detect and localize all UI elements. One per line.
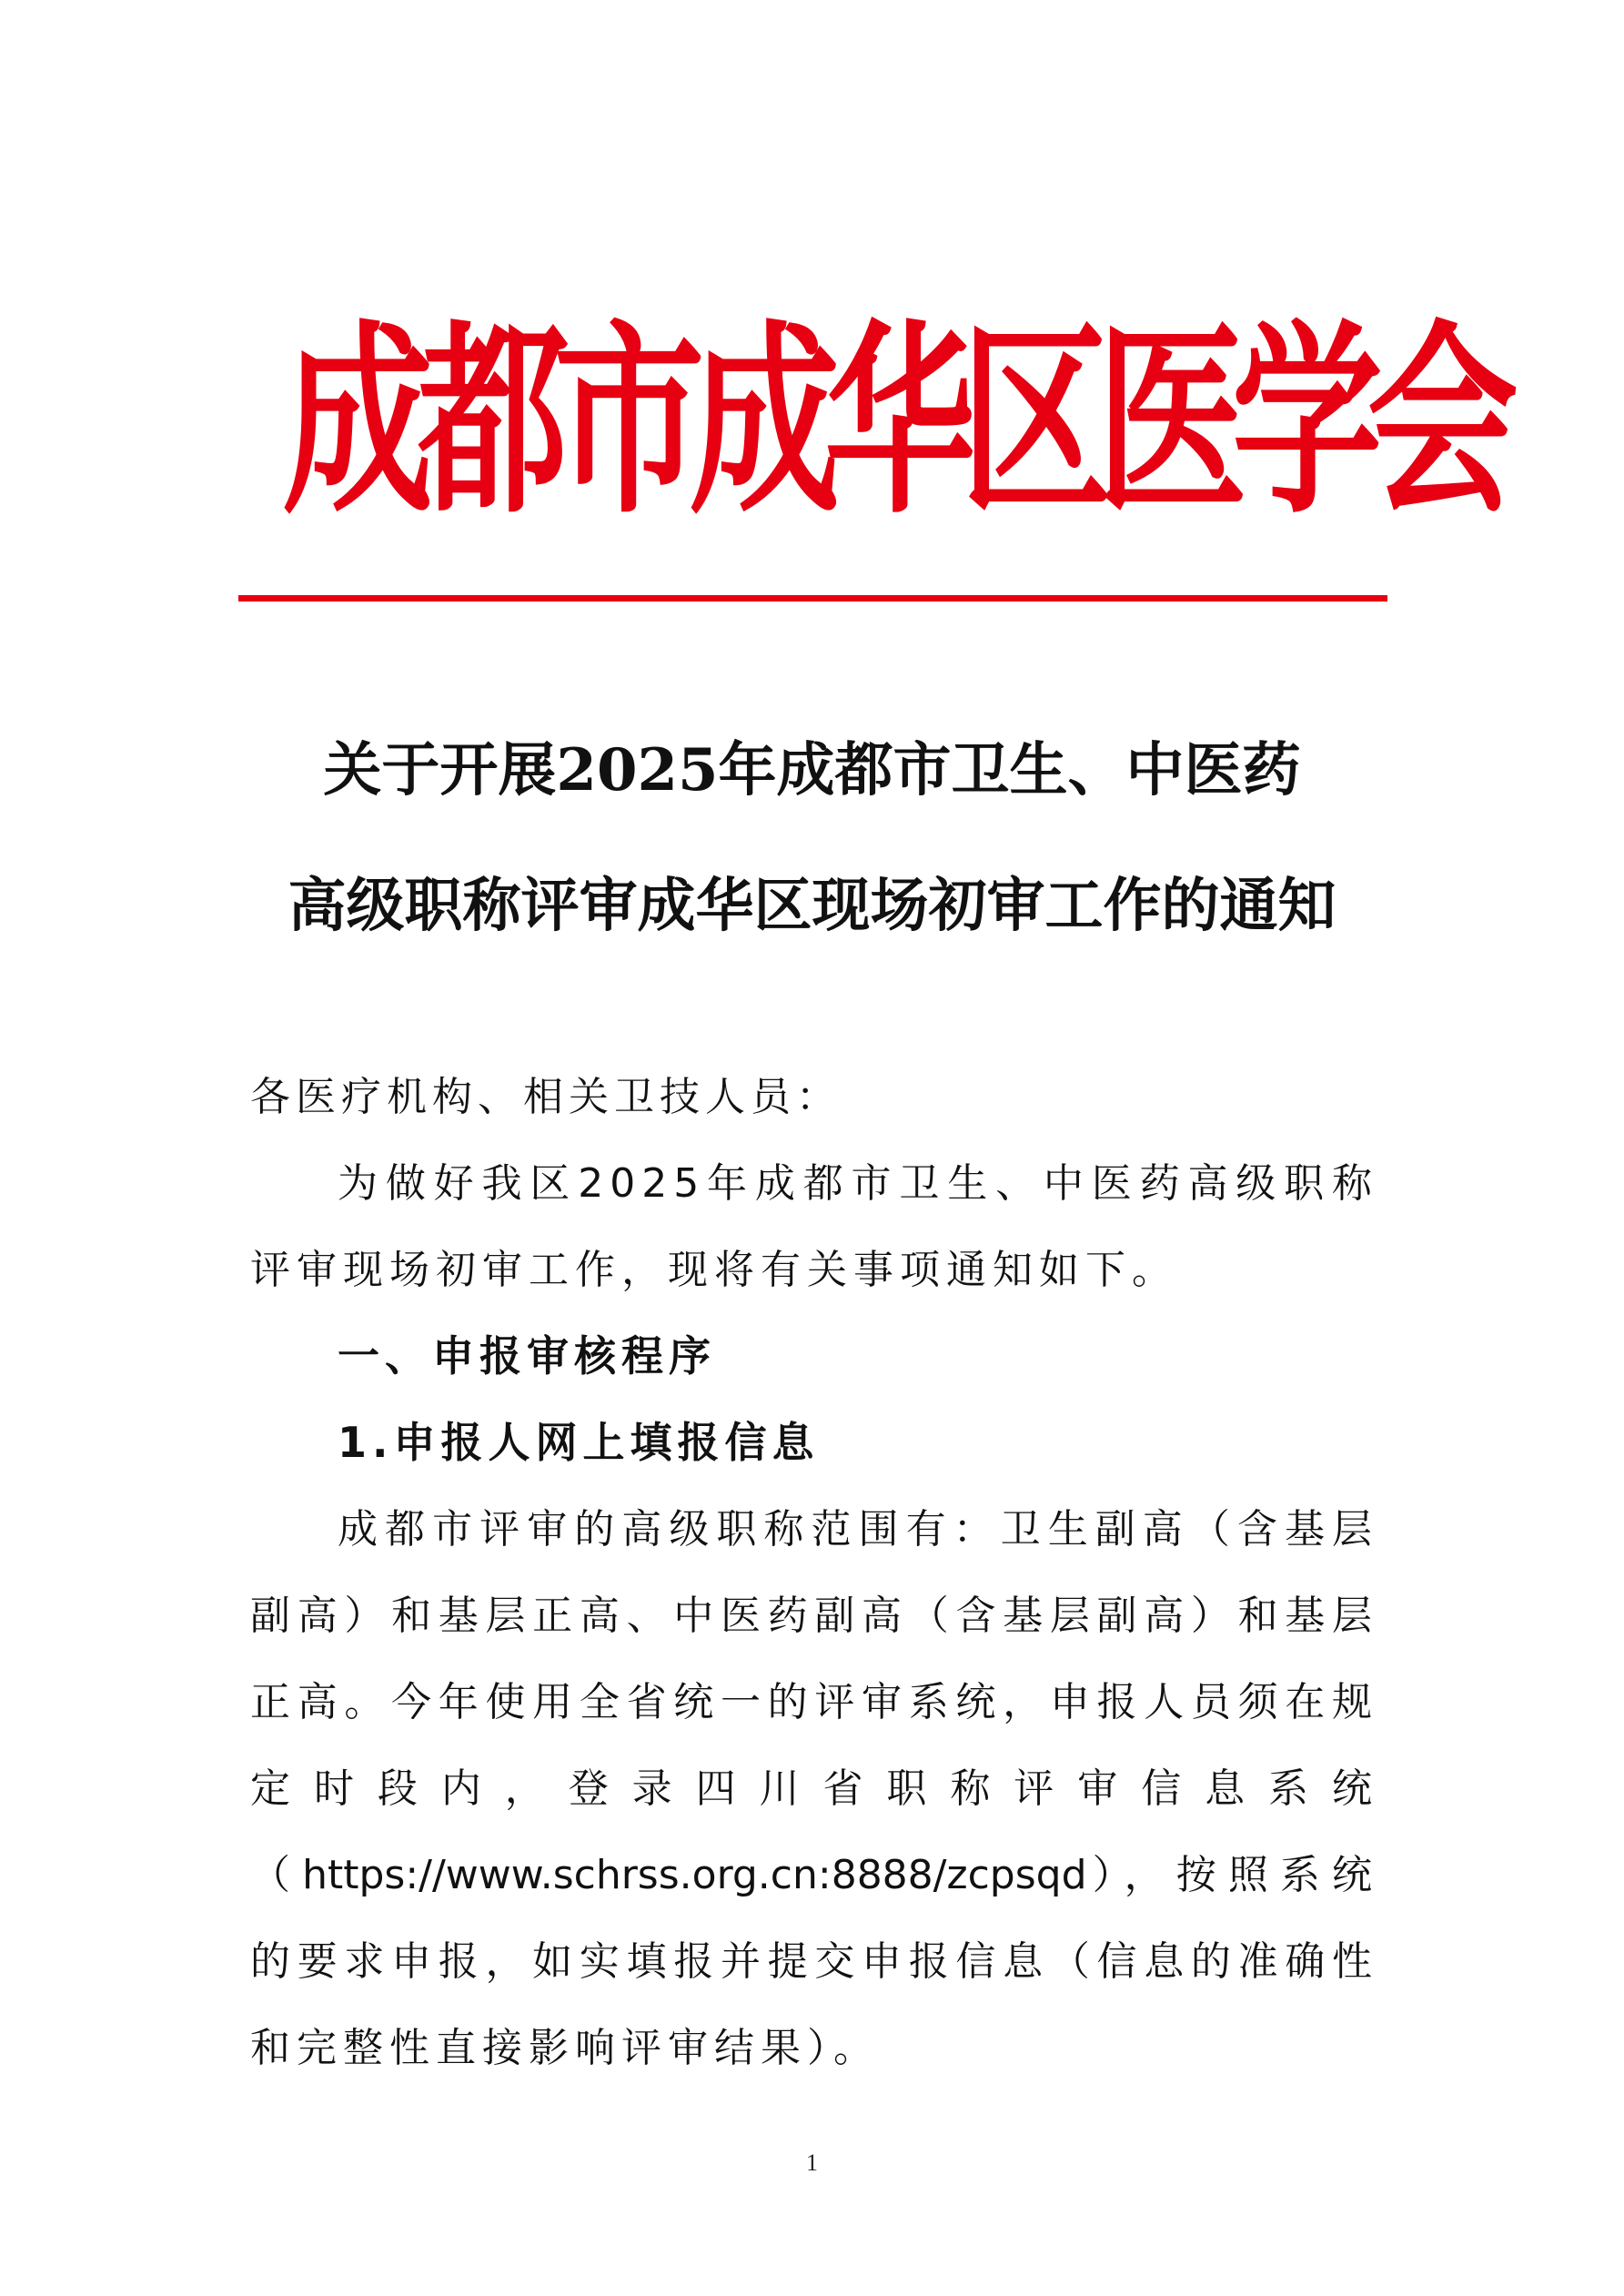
scope-paragraph-text-2: ），按照系统的要求申报，如实填报并提交申报信息（信息的准确性和完整性直接影响评审结果）。 <box>250 1852 1379 2071</box>
document-title-line-2: 高级职称评审成华区现场初审工作的通知 <box>287 872 1337 940</box>
intro-paragraph: 为做好我区2025年成都市卫生、中医药高级职称评审现场初审工作，现将有关事项通知如下。 <box>250 1160 1378 1293</box>
letterhead-red-rule <box>238 595 1387 602</box>
scope-paragraph <box>250 1486 1378 2091</box>
salutation: 各医疗机构、相关卫技人员： <box>250 1074 842 1120</box>
subsection-heading-1: 1.申报人网上填报信息 <box>338 1418 820 1467</box>
scope-paragraph-text-1: 成都市评审的高级职称范围有：卫生副高（含基层副高）和基层正高、中医药副高（含基层副高）和基层正高。今年使用全省统一的评审系统，申报人员须在规定时段内，登录四川省职称评审信息系统（ <box>250 1506 1378 1898</box>
letterhead <box>237 303 1503 541</box>
letterhead-title: 成都市成华区医学会 <box>282 303 1503 541</box>
page-number: 1 <box>806 2149 818 2176</box>
system-url-link[interactable]: https://www.schrss.org.cn:8888/zcpsqd <box>302 1852 1087 1898</box>
document-title-line-1: 关于开展2025年成都市卫生、中医药 <box>323 736 1301 804</box>
section-heading-1: 一、申报审核程序 <box>338 1331 716 1381</box>
